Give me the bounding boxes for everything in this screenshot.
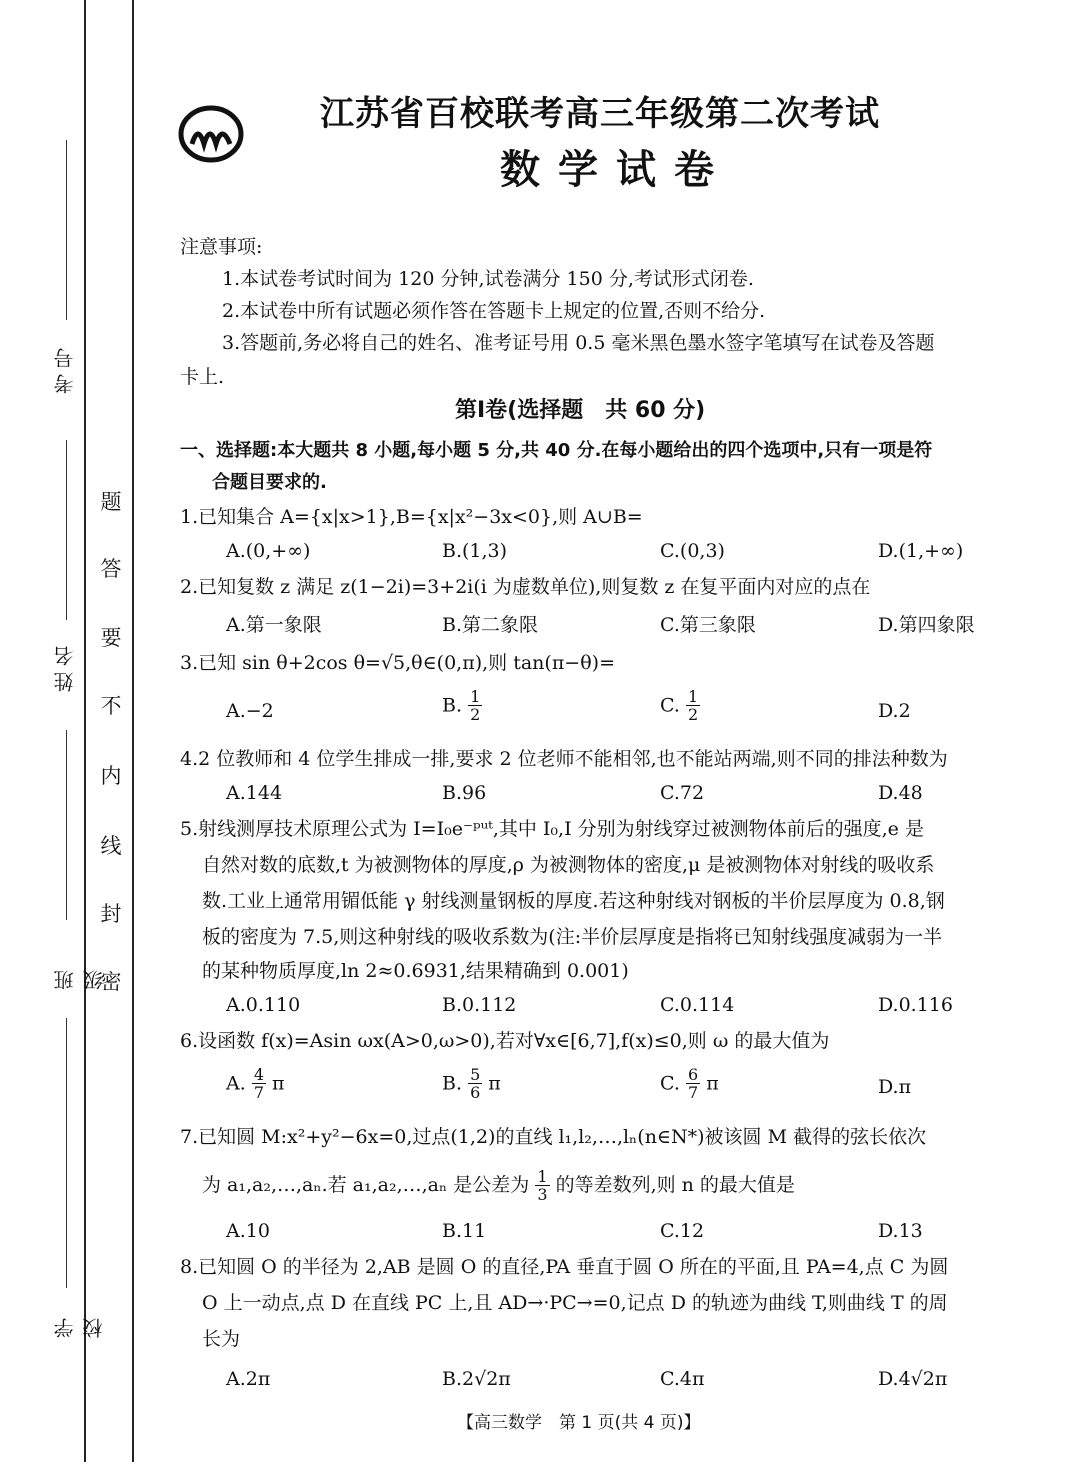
field-label-school: 学校 <box>53 1312 106 1338</box>
q6-option-d: D.π <box>878 1076 912 1098</box>
seal-char: 不 <box>100 694 122 718</box>
q3-option-d: D.2 <box>878 700 911 722</box>
question-7: 7.已知圆 M:x²+y²−6x=0,过点(1,2)的直线 l₁,l₂,…,lₙ(n∈N*)被该圆 M 截得的弦长依次 <box>180 1126 927 1148</box>
seal-char: 题 <box>100 490 122 514</box>
question-7-cont: 为 a₁,a₂,…,aₙ.若 a₁,a₂,…,aₙ 是公差为 $\frac{1}{3}$ 的等差数列,则 n 的最大值是 <box>202 1166 795 1204</box>
q5-option-b: B.0.112 <box>442 994 517 1016</box>
q8-option-c: C.4π <box>660 1368 705 1390</box>
question-6: 6.设函数 f(x)=Asin ωx(A>0,ω>0),若对∀x∈[6,7],f(x)≤0,则 ω 的最大值为 <box>180 1030 830 1052</box>
q2-option-d: D.第四象限 <box>878 614 975 636</box>
question-3: 3.已知 sin θ+2cos θ=√5,θ∈(0,π),则 tan(π−θ)= <box>180 652 615 674</box>
fraction: $\frac{1}{2}$ <box>687 687 699 724</box>
field-label-name: 姓名 <box>53 640 77 692</box>
field-name[interactable] <box>42 440 82 700</box>
q7-option-b: B.11 <box>442 1220 487 1242</box>
q1-option-c: C.(0,3) <box>660 540 725 562</box>
q7-option-a: A.10 <box>226 1220 270 1242</box>
field-school[interactable] <box>42 1018 106 1338</box>
binding-line-left <box>84 0 86 1462</box>
notice-item: 1.本试卷考试时间为 120 分钟,试卷满分 150 分,考试形式闭卷. <box>222 268 754 290</box>
pi-symbol: π <box>488 1072 501 1095</box>
field-label-class: 班级 <box>53 964 106 990</box>
question-5: 5.射线测厚技术原理公式为 I=I₀e⁻ᵖᵘᵗ,其中 I₀,I 分别为射线穿过被测物体前后的强度,e 是 <box>180 818 924 840</box>
section-intro-cont: 合题目要求的. <box>212 472 327 493</box>
q6-option-a <box>226 1066 285 1101</box>
notice-heading: 注意事项: <box>180 236 263 258</box>
notice-item: 3.答题前,务必将自己的姓名、准考证号用 0.5 毫米黑色墨水签字笔填写在试卷及答题 <box>222 332 935 354</box>
seal-char: 封 <box>100 902 122 926</box>
question-8-cont: 长为 <box>202 1328 241 1350</box>
q5-option-c: C.0.114 <box>660 994 735 1016</box>
exam-title: 江苏省百校联考高三年级第二次考试 <box>320 94 880 134</box>
q3-option-b <box>442 688 482 723</box>
q3-option-c <box>660 688 700 723</box>
q4-option-c: C.72 <box>660 782 705 804</box>
q1-option-a: A.(0,+∞) <box>226 540 311 562</box>
q1-option-d: D.(1,+∞) <box>878 540 964 562</box>
q2-option-a: A.第一象限 <box>226 614 322 636</box>
q5-option-d: D.0.116 <box>878 994 953 1016</box>
option-letter: B. <box>442 694 463 717</box>
question-4: 4.2 位教师和 4 位学生排成一排,要求 2 位老师不能相邻,也不能站两端,则不同的排法种数为 <box>180 748 948 770</box>
seal-char: 要 <box>100 626 122 650</box>
option-letter: C. <box>660 1072 680 1095</box>
q1-option-b: B.(1,3) <box>442 540 508 562</box>
q4-option-d: D.48 <box>878 782 923 804</box>
seal-char: 密 <box>100 970 122 994</box>
option-letter: C. <box>660 694 680 717</box>
q4-option-a: A.144 <box>226 782 283 804</box>
fraction: $\frac{4}{7}$ <box>253 1065 264 1102</box>
q2-option-b: B.第二象限 <box>442 614 539 636</box>
notice-item-cont: 卡上. <box>180 366 225 388</box>
section-intro: 一、选择题:本大题共 8 小题,每小题 5 分,共 40 分.在每小题给出的四个选项中,只有一项是符 <box>180 440 933 461</box>
question-5-cont: 的某种物质厚度,ln 2≈0.6931,结果精确到 0.001) <box>202 960 629 982</box>
option-letter: A. <box>226 1072 246 1095</box>
field-label-exam-number: 考号 <box>53 342 77 394</box>
fraction: $\frac{6}{7}$ <box>687 1065 699 1102</box>
q6-option-b <box>442 1066 501 1101</box>
q5-option-a: A.0.110 <box>226 994 301 1016</box>
q8-option-d: D.4√2π <box>878 1368 948 1390</box>
question-5-cont: 自然对数的底数,t 为被测物体的厚度,ρ 为被测物体的密度,μ 是被测物体对射线的吸收系 <box>202 854 935 876</box>
pi-symbol: π <box>272 1072 285 1095</box>
q2-option-c: C.第三象限 <box>660 614 756 636</box>
field-class[interactable] <box>42 730 106 990</box>
q8-option-a: A.2π <box>226 1368 271 1390</box>
q4-option-b: B.96 <box>442 782 487 804</box>
q7-option-c: C.12 <box>660 1220 705 1242</box>
question-8: 8.已知圆 O 的半径为 2,AB 是圆 O 的直径,PA 垂直于圆 O 所在的平面,且 PA=4,点 C 为圆 <box>180 1256 949 1278</box>
seal-char: 内 <box>100 764 122 788</box>
subject-title: 数学试卷 <box>500 147 732 193</box>
question-5-cont: 数.工业上通常用镅低能 γ 射线测量钢板的厚度.若这种射线对钢板的半价层厚度为 0.8,钢 <box>202 890 945 912</box>
q3-option-a: A.−2 <box>226 700 274 722</box>
notice-item: 2.本试卷中所有试题必须作答在答题卡上规定的位置,否则不给分. <box>222 300 766 322</box>
option-letter: B. <box>442 1072 463 1095</box>
fraction: $\frac{1}{2}$ <box>470 687 481 724</box>
seal-char: 线 <box>100 834 122 858</box>
pi-symbol: π <box>706 1072 719 1095</box>
q8-option-b: B.2√2π <box>442 1368 511 1390</box>
question-8-cont: O 上一动点,点 D 在直线 PC 上,且 AD→·PC→=0,记点 D 的轨迹为曲线 T,则曲线 T 的周 <box>202 1292 948 1314</box>
section-title: 第Ⅰ卷(选择题 共 60 分) <box>455 398 706 423</box>
q6-option-c <box>660 1066 719 1101</box>
field-exam-number[interactable] <box>42 140 82 400</box>
fraction: $\frac{1}{3}$ <box>537 1166 548 1204</box>
question-2: 2.已知复数 z 满足 z(1−2i)=3+2i(i 为虚数单位),则复数 z 在复平面内对应的点在 <box>180 576 871 598</box>
question-1: 1.已知集合 A={x|x>1},B={x|x²−3x<0},则 A∪B= <box>180 506 643 528</box>
question-5-cont: 板的密度为 7.5,则这种射线的吸收系数为(注:半价层厚度是指将已知射线强度减弱为一半 <box>202 926 943 948</box>
exam-logo <box>178 104 244 164</box>
seal-char: 答 <box>100 557 122 581</box>
binding-line-right <box>132 0 134 1462</box>
q7-option-d: D.13 <box>878 1220 923 1242</box>
page-footer: 【高三数学 第 1 页(共 4 页)】 <box>457 1413 701 1433</box>
fraction: $\frac{5}{6}$ <box>470 1065 481 1102</box>
